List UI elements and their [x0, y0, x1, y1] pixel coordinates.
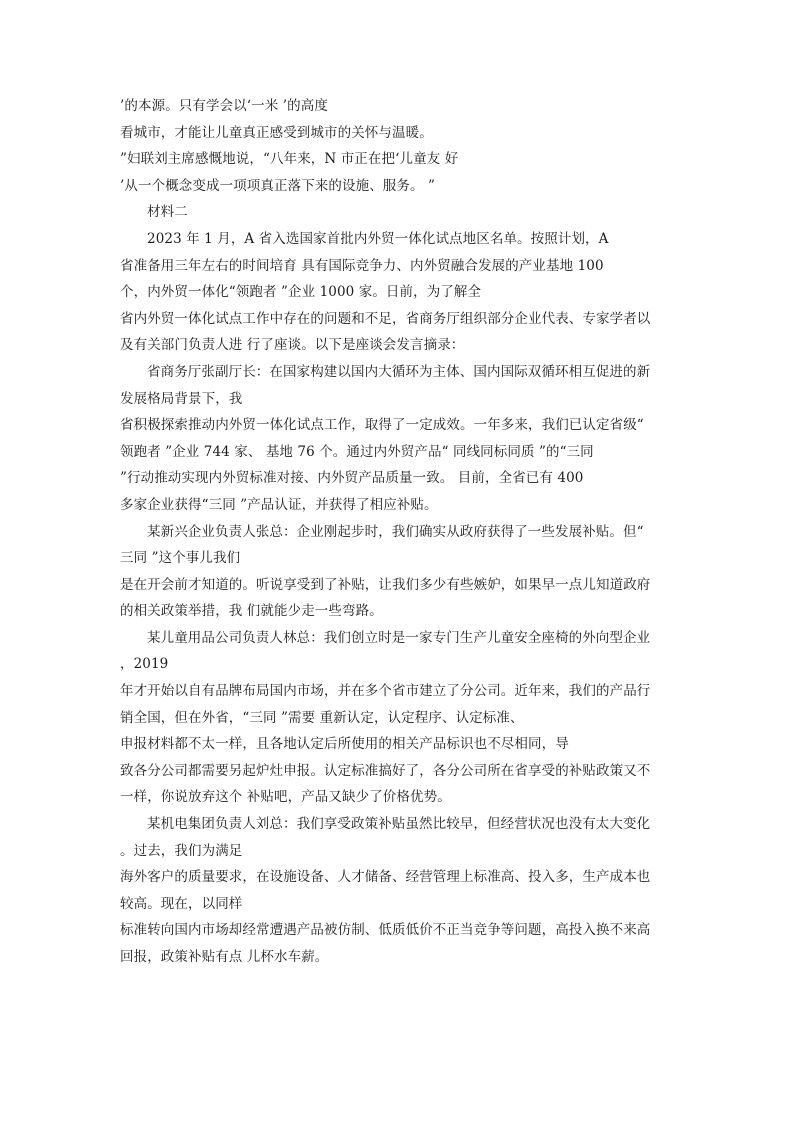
text-line: 是在开会前才知道的。听说享受到了补贴，让我们多少有些嫉妒，如果早一点儿知道政府 [120, 576, 651, 593]
text-line: 材料二 [147, 204, 188, 221]
text-line: 个，内外贸一体化“领跑者 ”企业 1000 家。日前，为了解全 [120, 284, 482, 301]
text-line: 看城市，才能让儿童真正感受到城市的关怀与温暖。 [120, 124, 433, 141]
text-line: 销全国，但在外省，“三同 ”需要 重新认定，认定程序、认定标准、 [120, 709, 524, 726]
text-line: 致各分公司都需要另起炉灶申报。认定标准搞好了，各分公司所在省享受的补贴政策又不 [120, 762, 651, 779]
text-line: 多家企业获得“三同 ”产品认证，并获得了相应补贴。 [120, 496, 438, 513]
text-line: 海外客户的质量要求，在设施设备、人才储备、经营管理上标准高、投入多，生产成本也 [120, 869, 651, 886]
text-line: 省商务厅张副厅长：在国家构建以国内大循环为主体、国内国际双循环相互促进的新 [147, 363, 651, 380]
text-line: 申报材料都不太一样，且各地认定后所使用的相关产品标识也不尽相同，导 [120, 736, 569, 753]
text-line: 较高。现在，以同样 [120, 895, 243, 912]
text-line: 及有关部门负责人进 行了座谈。以下是座谈会发言摘录： [120, 337, 465, 354]
text-line: 三同 ”这个事儿我们 [120, 550, 241, 567]
text-line: 回报，政策补贴有点 儿杯水车薪。 [120, 949, 329, 965]
text-line: ’从一个概念变成一项项真正落下来的设施、服务。 ” [120, 177, 435, 194]
document-body [120, 93, 680, 971]
text-line: 某儿童用品公司负责人林总：我们创立时是一家专门生产儿童安全座椅的外向型企业 [147, 629, 651, 646]
text-line: 。过去，我们为满足 [120, 842, 243, 859]
text-line: 领跑者 ”企业 744 家、 基地 76 个。通过内外贸产品“ 同线同标同质 ”的“三同 [120, 443, 594, 460]
text-line: ”妇联刘主席感慨地说，“八年来，N 市正在把‘儿童友 好 [120, 151, 459, 168]
text-line: 发展格局背景下，我 [120, 390, 243, 407]
text-line: ”行动推动实现内外贸标准对接、内外贸产品质量一致。 目前，全省已有 400 [120, 470, 584, 487]
text-line: 省准备用三年左右的时间培育 具有国际竞争力、内外贸融合发展的产业基地 100 [120, 257, 604, 274]
text-line: 的相关政策举措，我 们就能少走一些弯路。 [120, 603, 383, 620]
text-line: ，2019 [120, 656, 169, 673]
text-line: 一样，你说放弃这个 补贴吧，产品又缺少了价格优势。 [120, 789, 451, 806]
text-line: 省积极探索推动内外贸一体化试点工作，取得了一定成效。一年多来，我们已认定省级“ [120, 417, 644, 434]
text-line: ’的本源。只有学会以‘一米 ’的高度 [120, 98, 328, 114]
text-line: 省内外贸一体化试点工作中存在的问题和不足，省商务厅组织部分企业代表、专家学者以 [120, 310, 651, 327]
text-line: 2023 年 1 月，A 省入选国家首批内外贸一体化试点地区名单。按照计划，A [147, 230, 609, 247]
text-line: 年才开始以自有品牌布局国内市场，并在多个省市建立了分公司。近年来，我们的产品行 [120, 683, 651, 700]
text-line: 某机电集团负责人刘总：我们享受政策补贴虽然比较早，但经营状况也没有太大变化 [147, 816, 651, 833]
text-line: 标准转向国内市场却经常遭遇产品被仿制、低质低价不正当竞争等问题，高投入换不来高 [120, 922, 651, 939]
text-line: 某新兴企业负责人张总：企业刚起步时，我们确实从政府获得了一些发展补贴。但“ [147, 523, 644, 540]
